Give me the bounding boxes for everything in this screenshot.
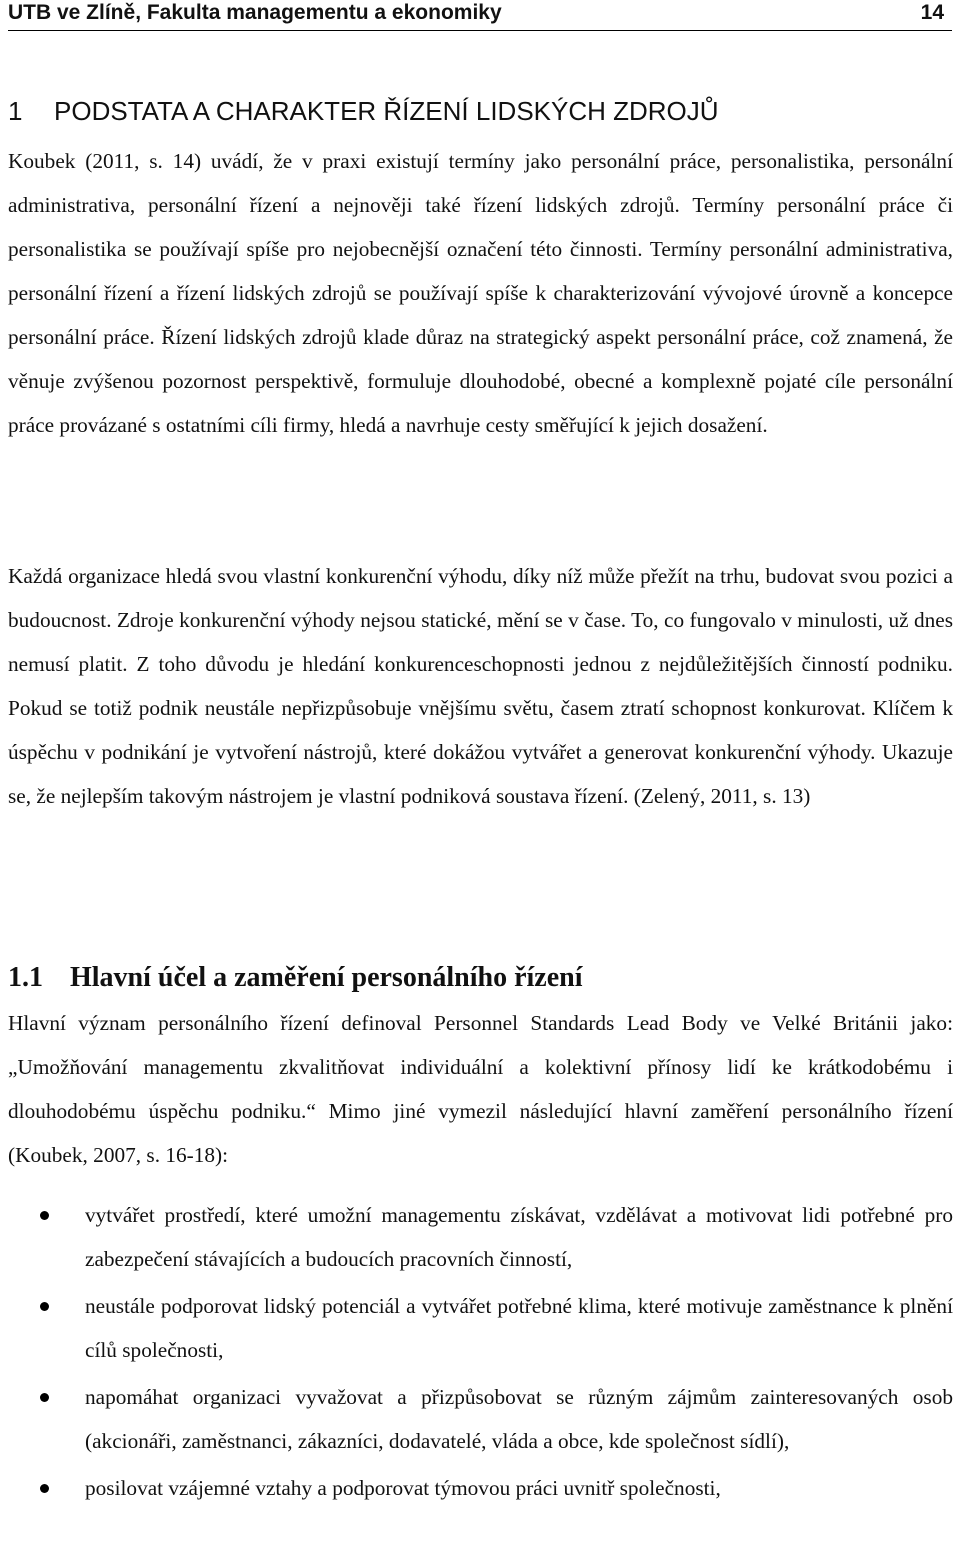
list-item — [0, 1466, 953, 1510]
list-item-text: posilovat vzájemné vztahy a podporovat týmovou práci uvnitř společnosti, — [85, 1476, 721, 1500]
section-heading — [8, 962, 583, 994]
section-title: Hlavní účel a zaměření personálního řízení — [70, 962, 583, 994]
bullet-icon — [40, 1393, 49, 1402]
paragraph-competitive-advantage: Každá organizace hledá svou vlastní konkurenční výhodu, díky níž může přežít na trhu, budovat svou pozici a budoucnost. Zdroje konkurenční výhody nejsou statické, mění se v čase. To, co fungovalo v minulosti, už dnes nemusí platit. Z toho důvodu je hledání konkurenceschopnosti jednou z nejdůležitějších činností podniku. Pokud se totiž podnik neustále nepřizpůsobuje vnějšímu světu, časem ztratí schopnost konkurovat. Klíčem k úspěchu v podnikání je vytvoření nástrojů, které dokážou vytvářet a generovat konkurenční výhody. Ukazuje se, že nejlepším takovým nástrojem je vlastní podniková soustava řízení. (Zelený, 2011, s. 13) — [8, 564, 953, 808]
bullet-icon — [40, 1302, 49, 1311]
focus-list — [0, 1193, 953, 1513]
header-title: UTB ve Zlíně, Fakulta managementu a ekonomiky — [8, 1, 502, 24]
list-item-text: napomáhat organizaci vyvažovat a přizpůsobovat se různým zájmům zainteresovaných osob (akcionáři, zaměstnanci, zákazníci, dodavatelé, vláda a obce, kde společnost sídlí), — [85, 1385, 953, 1453]
page-number: 14 — [920, 1, 944, 24]
running-header — [8, 0, 952, 31]
paragraph-main-purpose: Hlavní význam personálního řízení definoval Personnel Standards Lead Body ve Velké Británii jako: „Umožňování managementu zkvalitňovat individuální a kolektivní přínosy lidí ke krátkodobému i dlouhodobému úspěchu podniku.“ Mimo jiné vymezil následující hlavní zaměření personálního řízení (Koubek, 2007, s. 16-18): — [8, 1011, 953, 1167]
bullet-icon — [40, 1484, 49, 1493]
chapter-heading — [8, 96, 719, 127]
paragraph-definitions: Koubek (2011, s. 14) uvádí, že v praxi existují termíny jako personální práce, personalistika, personální administrativa, personální řízení a nejnověji také řízení lidských zdrojů. Termíny personální práce či personalistika se používají spíše pro nejobecnější označení této činnosti. Termíny personální administrativa, personální řízení a řízení lidských zdrojů se používají spíše k charakterizování vývojové úrovně a koncepce personální práce. Řízení lidských zdrojů klade důraz na strategický aspekt personální práce, což znamená, že věnuje zvýšenou pozornost perspektivě, formuluje dlouhodobé, obecné a komplexně pojaté cíle personální práce provázané s ostatními cíli firmy, hledá a navrhuje cesty směřující k jejich dosažení. — [8, 149, 953, 437]
section-number: 1.1 — [8, 962, 43, 994]
list-item — [0, 1193, 953, 1281]
bullet-icon — [40, 1211, 49, 1220]
chapter-number: 1 — [8, 96, 23, 127]
list-item — [0, 1284, 953, 1372]
list-item — [0, 1375, 953, 1463]
list-item-text: neustále podporovat lidský potenciál a vytvářet potřebné klima, které motivuje zaměstnance k plnění cílů společnosti, — [85, 1294, 953, 1362]
list-item-text: vytvářet prostředí, které umožní managementu získávat, vzdělávat a motivovat lidi potřebné pro zabezpečení stávajících a budoucích pracovních činností, — [85, 1203, 953, 1271]
chapter-title: PODSTATA A CHARAKTER ŘÍZENÍ LIDSKÝCH ZDROJŮ — [54, 96, 719, 127]
